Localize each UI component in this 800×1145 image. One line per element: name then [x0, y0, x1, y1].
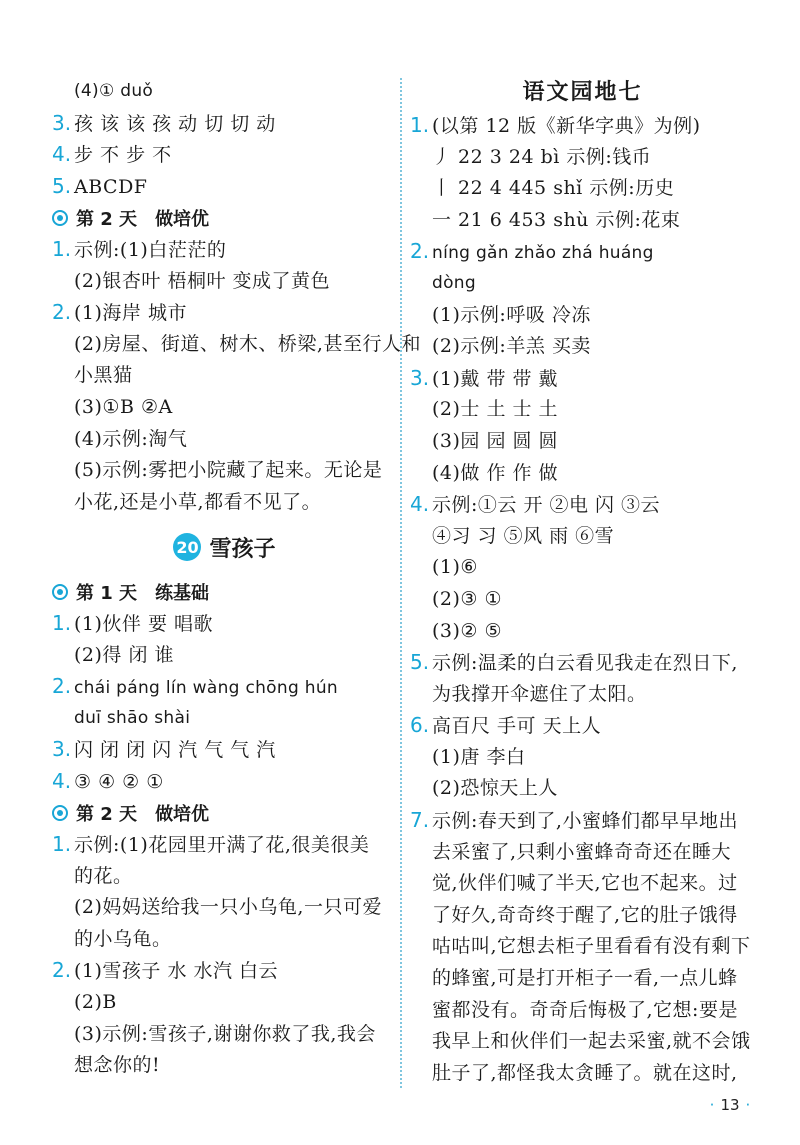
answer-text: (2)房屋、街道、树木、桥梁,甚至行人和 — [74, 332, 421, 355]
answer-line — [410, 647, 755, 679]
answer-text: 丿 22 3 24 bì 示例:钱币 — [432, 145, 652, 168]
answer-line — [410, 173, 755, 205]
answer-line — [52, 424, 397, 456]
target-icon — [52, 584, 68, 600]
target-icon — [52, 805, 68, 821]
section-label: 做培优 — [155, 804, 210, 826]
answer-text: (5)示例:雾把小院藏了起来。无论是 — [74, 459, 383, 482]
answer-text: (1)戴 带 带 戴 — [432, 367, 559, 390]
answer-line — [410, 458, 755, 490]
question-number: 1. — [410, 113, 430, 137]
answer-line — [410, 742, 755, 774]
answer-line — [52, 76, 397, 108]
answer-line — [52, 734, 397, 766]
answer-line — [52, 455, 397, 487]
question-number: 5. — [410, 650, 430, 675]
question-number: 3. — [410, 365, 430, 390]
answer-text: 闪 闭 闭 闪 汽 气 气 汽 — [74, 739, 276, 762]
answer-text: chái páng lín wàng chōng hún — [74, 678, 338, 699]
day1-answers — [52, 608, 397, 798]
question-number: 1. — [52, 610, 72, 635]
answer-text: 示例:春天到了,小蜜蜂们都早早地出 — [432, 810, 738, 833]
answer-text: 我早上和伙伴们一起去采蜜,就不会饿 — [432, 1030, 751, 1053]
answer-line — [410, 837, 755, 869]
answer-line — [52, 703, 397, 735]
page-number — [700, 1096, 760, 1114]
lesson-heading — [52, 518, 397, 576]
answer-text: (2)妈妈送给我一只小乌龟,一只可爱 — [74, 896, 382, 919]
answer-line — [410, 616, 755, 648]
answer-line — [410, 363, 755, 395]
lesson-number-badge: 20 — [173, 533, 201, 561]
answer-text: (1)示例:呼吸 冷冻 — [432, 303, 591, 326]
answer-line — [52, 360, 397, 392]
answer-line — [410, 300, 755, 332]
question-number: 4. — [52, 768, 72, 793]
answer-text: (3)示例:雪孩子,谢谢你救了我,我会 — [74, 1022, 376, 1045]
answer-text: 孩 该 该 孩 动 切 切 动 — [74, 112, 276, 135]
answer-line — [410, 268, 755, 300]
question-number: 3. — [52, 110, 72, 135]
unit-title: 语文园地七 — [522, 80, 643, 105]
answer-text: (2)③ ① — [432, 587, 503, 610]
question-number: 7. — [410, 808, 430, 833]
answer-line — [410, 142, 755, 174]
answer-line — [52, 297, 397, 329]
answer-line — [52, 108, 397, 140]
answer-text: 肚子了,都怪我太贪睡了。就在这时, — [432, 1061, 738, 1084]
answer-text: (3)② ⑤ — [432, 619, 503, 642]
section-day: 第 2 天 — [76, 804, 138, 826]
answer-line — [52, 234, 397, 266]
answer-text: (3)园 园 圆 圆 — [432, 429, 559, 452]
answer-text: 示例:(1)白茫茫的 — [74, 238, 227, 261]
answer-text: 步 不 步 不 — [74, 144, 172, 167]
answer-line — [52, 829, 397, 861]
answer-line — [52, 892, 397, 924]
answer-text: ④习 习 ⑤风 雨 ⑥雪 — [432, 524, 615, 547]
question-number: 4. — [52, 142, 72, 167]
section-header-day1 — [52, 576, 397, 608]
answer-text: dòng — [432, 272, 476, 293]
question-number: 6. — [410, 713, 430, 738]
answer-text: 咕咕叫,它想去柜子里看看有没有剩下 — [432, 935, 751, 958]
answer-text: 示例:温柔的白云看见我走在烈日下, — [432, 652, 738, 675]
answer-line — [52, 171, 397, 203]
answer-line — [52, 640, 397, 672]
question-number: 2. — [52, 958, 72, 983]
answer-text: ABCDF — [74, 175, 148, 198]
answer-text: 了好久,奇奇终于醒了,它的肚子饿得 — [432, 903, 738, 926]
section-day: 第 1 天 — [76, 583, 138, 605]
answer-text: 丨 22 4 445 shǐ 示例:历史 — [432, 177, 675, 200]
answer-text: (1)海岸 城市 — [74, 302, 187, 325]
answer-line — [410, 900, 755, 932]
answer-text: 示例:①云 开 ②电 闪 ③云 — [432, 494, 661, 517]
answer-line — [52, 329, 421, 361]
answer-text: (1)雪孩子 水 水汽 白云 — [74, 960, 279, 983]
dot-icon: · — [745, 1096, 751, 1114]
answer-line — [410, 521, 755, 553]
answer-line — [410, 584, 755, 616]
question-number: 1. — [52, 832, 72, 857]
answer-text: (4)做 作 作 做 — [432, 461, 559, 484]
answer-line — [410, 963, 755, 995]
answer-line — [52, 924, 397, 956]
answer-line — [52, 392, 397, 424]
answer-text: 的小乌龟。 — [74, 927, 172, 950]
question-number: 5. — [52, 173, 72, 198]
unit-answers — [410, 110, 755, 1089]
answer-text: (4)① duǒ — [74, 81, 154, 101]
answer-line — [410, 773, 755, 805]
answer-line — [410, 1058, 755, 1090]
answer-line — [410, 331, 755, 363]
answer-text: duī shāo shài — [74, 707, 191, 728]
question-number: 1. — [52, 236, 72, 261]
answer-line — [410, 205, 755, 237]
answer-text: (2)B — [74, 991, 117, 1014]
answer-text: (1)唐 李白 — [432, 745, 526, 768]
answer-line — [410, 931, 755, 963]
answer-line — [52, 1019, 397, 1051]
answer-text: 蜜都没有。奇奇后悔极了,它想:要是 — [432, 998, 738, 1021]
answer-text: (3)①B ②A — [74, 395, 173, 418]
answer-line — [410, 236, 755, 268]
answer-text: 小花,还是小草,都看不见了。 — [74, 490, 322, 513]
answer-line — [410, 679, 755, 711]
right-column — [410, 76, 755, 1089]
answer-text: níng gǎn zhǎo zhá huáng — [432, 243, 654, 264]
lesson-title: 雪孩子 — [209, 536, 276, 562]
answer-line — [52, 987, 397, 1019]
answer-text: (2)银杏叶 梧桐叶 变成了黄色 — [74, 269, 330, 292]
section-label: 做培优 — [155, 209, 210, 231]
section-header-day2b — [52, 797, 397, 829]
page-number-text: 13 — [720, 1096, 740, 1114]
answer-line — [410, 1026, 755, 1058]
answer-text: (2)恐惊天上人 — [432, 777, 558, 800]
question-number: 3. — [52, 737, 72, 762]
answer-text: 想念你的! — [74, 1054, 161, 1077]
question-number: 2. — [52, 300, 72, 325]
answer-text: 的花。 — [74, 864, 133, 887]
answer-text: 小黑猫 — [74, 364, 133, 387]
answer-text: (1)伙伴 要 唱歌 — [74, 612, 213, 635]
answer-text: (2)得 闭 谁 — [74, 643, 174, 666]
answer-text: 一 21 6 453 shù 示例:花束 — [432, 208, 681, 231]
answer-line — [410, 110, 755, 142]
answer-text: (1)⑥ — [432, 556, 478, 579]
answer-text: 示例:(1)花园里开满了花,很美很美 — [74, 834, 370, 857]
answer-line — [410, 426, 755, 458]
answer-text: 高百尺 手可 天上人 — [432, 715, 602, 738]
answer-text: 为我撑开伞遮住了太阳。 — [432, 682, 647, 705]
answer-line — [52, 955, 397, 987]
dot-icon: · — [709, 1096, 715, 1114]
section-label: 练基础 — [155, 583, 210, 605]
answer-line — [410, 805, 755, 837]
answer-line — [410, 552, 755, 584]
answer-line — [52, 1050, 397, 1082]
answer-line — [52, 861, 397, 893]
day2b-answers — [52, 829, 397, 1082]
answer-line — [410, 995, 755, 1027]
answer-text: (以第 12 版《新华字典》为例) — [432, 115, 701, 137]
answer-line — [410, 489, 755, 521]
answer-text: 去采蜜了,只剩小蜜蜂奇奇还在睡大 — [432, 840, 732, 863]
answer-line — [52, 139, 397, 171]
answer-line — [52, 608, 397, 640]
answer-text: (4)示例:淘气 — [74, 427, 188, 450]
left-top-answers — [52, 76, 397, 202]
target-icon — [52, 210, 68, 226]
answer-text: 觉,伙伴们喊了半天,它也不起来。过 — [432, 872, 738, 895]
section-header-day2 — [52, 202, 397, 234]
answer-line — [52, 266, 397, 298]
answer-text: 的蜂蜜,可是打开柜子一看,一点儿蜂 — [432, 967, 738, 990]
answer-line — [52, 671, 397, 703]
answer-line — [410, 710, 755, 742]
day2-answers — [52, 234, 421, 518]
question-number: 2. — [52, 674, 72, 699]
answer-line — [410, 868, 755, 900]
answer-line — [52, 766, 397, 798]
answer-text: ③ ④ ② ① — [74, 770, 164, 793]
answer-line — [52, 487, 397, 519]
question-number: 4. — [410, 492, 430, 517]
question-number: 2. — [410, 239, 430, 264]
left-column — [52, 76, 421, 1082]
column-divider — [400, 78, 402, 1088]
section-day: 第 2 天 — [76, 209, 138, 231]
answer-line — [410, 394, 755, 426]
answer-text: (2)士 土 士 土 — [432, 398, 559, 421]
answer-text: (2)示例:羊羔 买卖 — [432, 335, 591, 358]
